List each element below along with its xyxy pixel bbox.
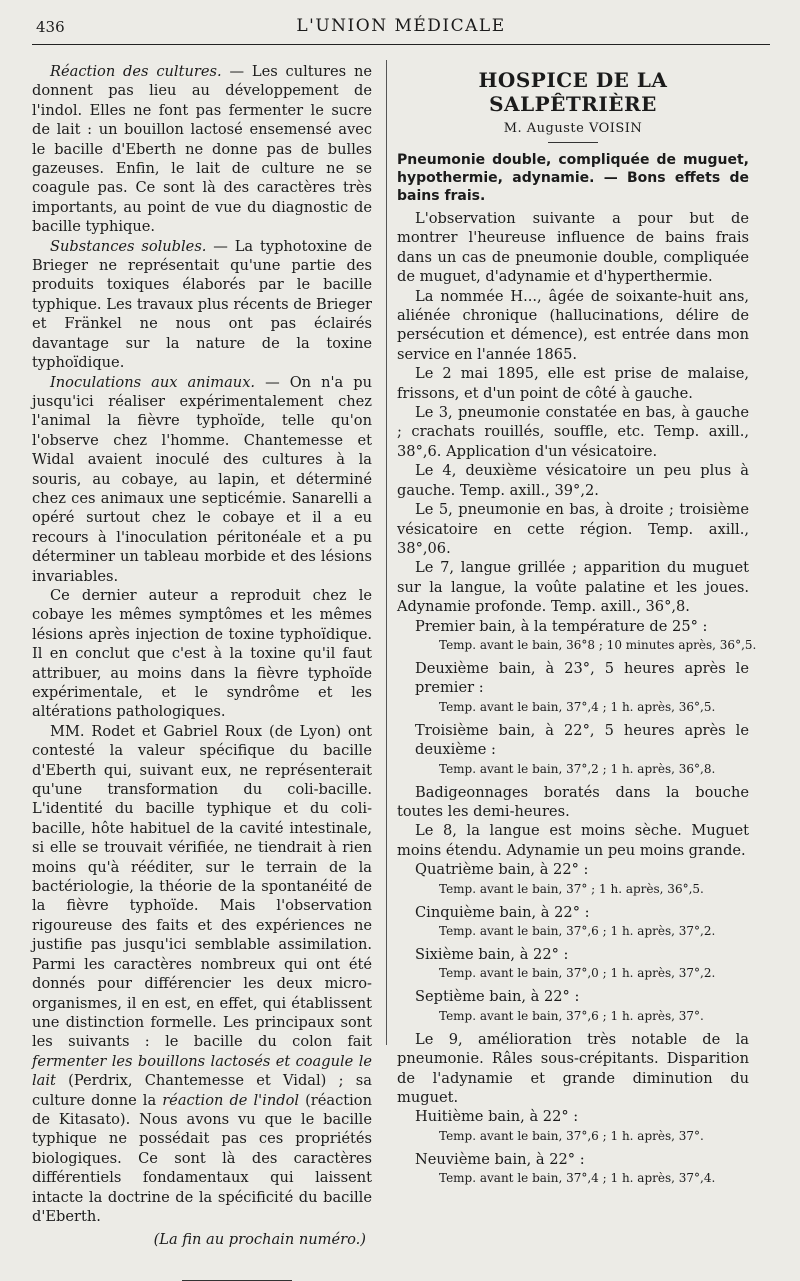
continued-note-text: (La fin au prochain numéro.) <box>153 1231 366 1249</box>
paragraph-day-4: Le 4, deuxième vésicatoire un peu plus à gauche. Temp. axill., 39°,2. <box>397 462 749 499</box>
paragraph-text: — La typhotoxine de Brieger ne représentait qu'une partie des produits toxiques élaborés par le bacille typhique. Les travaux plus récents de Brieger et Fränkel ne nous ont pas éclairés davantage sur la nature de la toxine typhoïdique. <box>32 237 372 372</box>
continued-note <box>32 1230 372 1249</box>
bath-entry: Troisième bain, à 22°, 5 heures après le deuxième : <box>415 721 749 759</box>
temperature-reading: Temp. avant le bain, 37°,6 ; 1 h. après, 37°,2. <box>439 924 716 938</box>
bath-entry: Deuxième bain, à 23°, 5 heures après le premier : <box>415 659 749 697</box>
temperature-reading: Temp. avant le bain, 37° ; 1 h. après, 36°,5. <box>439 881 704 896</box>
section-label-substances: Substances solubles. <box>50 237 207 255</box>
heading-rule <box>548 142 598 143</box>
paragraph-day-7: Le 7, langue grillée ; apparition du muguet sur la langue, la voûte palatine et les joues. Adynamie profonde. Temp. axill., 36°,8. <box>397 559 749 616</box>
left-column <box>32 62 372 1281</box>
paragraph-day-5: Le 5, pneumonie en bas, à droite ; troisième vésicatoire en cette région. Temp. axill., 38°,06. <box>397 501 749 557</box>
paragraph-rodet-roux <box>32 722 372 1227</box>
temperature-reading: Temp. avant le bain, 36°8 ; 10 minutes après, 36°,5. <box>439 637 757 652</box>
paragraph-text: — On n'a pu jusqu'ici réaliser expérimentalement chez l'animal la fièvre typhoïde, telle qu'on l'observe chez l'homme. Chantemesse et Widal avaient inoculé des cultures à la souris, au cobaye, au lapin, et déterminé chez ces animaux une septicémie. Sanarelli a opéré surtout chez le cobaye et il a eu recours à l'inoculation péritonéale et a pu déterminer un tableau morbide et des lésions invariables. <box>32 373 372 585</box>
paragraph-substances <box>32 237 372 373</box>
bath-entry: Septième bain, à 22° : <box>415 988 580 1006</box>
paragraph-intro: L'observation suivante a pour but de montrer l'heureuse influence de bains frais dans un cas de pneumonie double, compliquée de muguet, d'adynamie et d'hyperthermie. <box>397 210 749 286</box>
temperature-reading: Temp. avant le bain, 37°,6 ; 1 h. après, 37°. <box>439 1128 704 1143</box>
italic-phrase: réaction de l'indol <box>162 1091 300 1109</box>
right-column <box>397 66 757 1192</box>
bath-entry: Sixième bain, à 22° : <box>415 946 569 963</box>
temperature-reading: Temp. avant le bain, 37°,0 ; 1 h. après, 37°,2. <box>439 966 716 981</box>
author-byline: M. Auguste VOISIN <box>503 121 643 136</box>
temperature-reading: Temp. avant le bain, 37°,4 ; 1 h. après, 36°,5. <box>439 699 716 714</box>
temperature-reading: Temp. avant le bain, 37°,4 ; 1 h. après, 37°,4. <box>439 1171 716 1186</box>
bath-entry: Premier bain, à la température de 25° : <box>415 617 708 635</box>
paragraph-inoculations <box>32 373 372 586</box>
section-label-reaction: Réaction des cultures. <box>50 63 222 80</box>
temperature-reading: Temp. avant le bain, 37°,2 ; 1 h. après, 36°,8. <box>439 761 716 776</box>
paragraph-badigeonnages: Badigeonnages boratés dans la bouche toutes les demi-heures. <box>397 783 749 820</box>
column-divider <box>386 60 387 1045</box>
paragraph-day-3: Le 3, pneumonie constatée en bas, à gauche ; crachats rouillés, souffle, etc. Temp. axill., 38°,6. Application d'un vésicatoire. <box>397 404 749 460</box>
bath-entry: Quatrième bain, à 22° : <box>415 861 589 879</box>
header-rule <box>32 44 770 45</box>
paragraph-text: — Les cultures ne donnent pas lieu au développement de l'indol. Elles ne font pas fermenter le sucre de lait : un bouillon lactosé ensemensé avec le bacille d'Eberth ne donne pas de bulles gazeuses. Enfin, le lait de culture ne se coagule pas. Ce sont là des caractères très importants, au point de vue du diagnostic de bacille typhique. <box>32 63 372 236</box>
paragraph-reaction <box>32 62 372 237</box>
italic-phrase: fermenter les bouillons lactosés et coagule le lait <box>32 1052 372 1090</box>
bath-entry: Cinquième bain, à 22° : <box>415 903 590 921</box>
bath-entry: Neuvième bain, à 22° : <box>415 1150 585 1168</box>
section-label-inoculations: Inoculations aux animaux. <box>50 373 256 391</box>
page-header <box>32 14 770 38</box>
bath-entry: Huitième bain, à 22° : <box>415 1108 579 1126</box>
paragraph-day-9: Le 9, amélioration très notable de la pneumonie. Râles sous-crépitants. Disparition de l'adynamie et grande diminution du muguet. <box>397 1030 749 1107</box>
paragraph-day-8: Le 8, la langue est moins sèche. Muguet moins étendu. Adynamie un peu moins grande. <box>397 822 749 859</box>
paragraph-text: (réaction de Kitasato). Nous avons vu que le bacille typhique ne possédait pas ces propriétés biologiques. Ce sont là des caractères différentiels fondamentaux qui laissent intacte la doctrine de la spécificité du bacille d'Eberth. <box>32 1091 372 1225</box>
section-heading: HOSPICE DE LA SALPÊTRIÈRE <box>478 68 668 116</box>
paragraph-patient: La nommée H..., âgée de soixante-huit ans, aliénée chronique (hallucinations, délire de persécution et démence), est entrée dans mon service en l'année 1865. <box>397 287 749 363</box>
article-title: Pneumonie double, compliquée de muguet, hypothermie, adynamie. — Bons effets de bains frais. <box>397 152 749 204</box>
temperature-reading: Temp. avant le bain, 37°,6 ; 1 h. après, 37°. <box>439 1008 704 1023</box>
journal-title: L'UNION MÉDICALE <box>296 16 506 36</box>
paragraph-dernier-auteur: Ce dernier auteur a reproduit chez le cobaye les mêmes symptômes et les mêmes lésions après injection de toxine typhoïdique. Il en conclut que c'est à la toxine qu'il faut attribuer, au moins dans la fièvre typhoïde expérimentale, et le syndrôme et les altérations pathologiques. <box>32 586 372 721</box>
paragraph-day-2: Le 2 mai 1895, elle est prise de malaise, frissons, et d'un point de côté à gauche. <box>397 365 749 402</box>
page-number: 436 <box>36 18 65 36</box>
paragraph-text: MM. Rodet et Gabriel Roux (de Lyon) ont contesté la valeur spécifique du bacille d'Eberth qui, suivant eux, ne représenterait qu'une transformation du coli-bacille. L'identité du bacille typhique et du coli-bacille, hôte habituel de la cavité intestinale, si elle se trouvait vérifiée, ne tiendrait à rien moins qu'à rééditer, sur le terrain de la bactériologie, la théorie de la spontanéité de la fièvre typhoïde. Mais l'observation rigoureuse des faits et des expériences ne justifie pas jusqu'ici semblable assimilation. Parmi les caractères nombreux qui ont été donnés pour différencier les deux micro-organismes, il en est, en effet, qui établissent une distinction formelle. Les principaux sont les suivants : le bacille du colon fait <box>32 722 372 1051</box>
paragraph-text: (Perdrix, Chantemesse et Vidal) ; sa culture donne la <box>32 1072 372 1109</box>
